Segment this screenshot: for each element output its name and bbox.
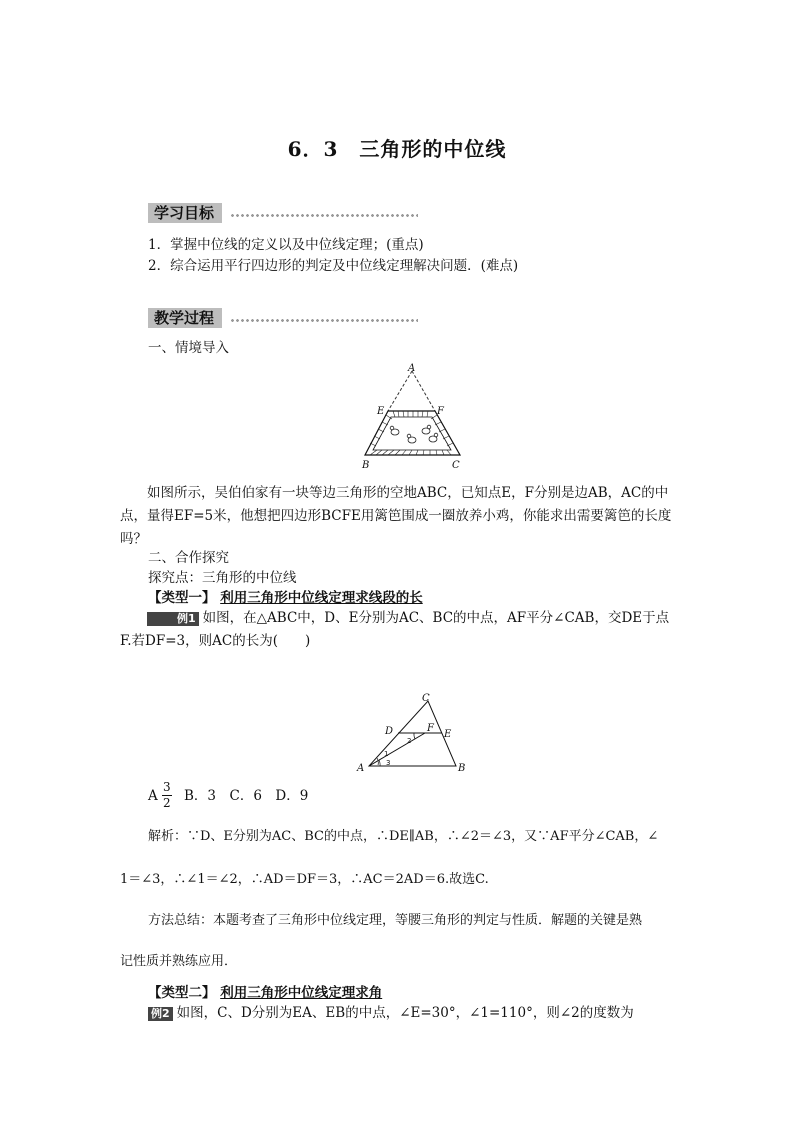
objective-item: 2．综合运用平行四边形的判定及中位线定理解决问题．(难点) (148, 258, 519, 274)
objective-item: 1．掌握中位线的定义以及中位线定理；(重点) (148, 237, 424, 253)
intro-heading: 一、情境导入 (148, 340, 229, 356)
label-A: A (357, 763, 365, 774)
fraction-denominator: 2 (163, 796, 171, 810)
explore-point: 探究点：三角形的中位线 (148, 570, 297, 586)
label-B: B (458, 763, 466, 774)
type1-tag: 【类型一】 (148, 590, 216, 606)
type2-title: 利用三角形中位线定理求角 (220, 985, 383, 1001)
example1-paragraph (120, 607, 676, 653)
label-E: E (377, 406, 385, 417)
label-F: F (437, 406, 444, 417)
solution-line-2: 1＝∠3，∴∠1＝∠2，∴AD＝DF＝3，∴AC＝2AD＝6.故选C. (120, 872, 489, 887)
type2-tag: 【类型二】 (148, 985, 216, 1001)
label-D: D (385, 726, 394, 737)
type1-title: 利用三角形中位线定理求线段的长 (220, 590, 423, 606)
type2-heading (148, 983, 382, 1003)
example2-paragraph (148, 1003, 634, 1023)
dotted-rule (230, 213, 418, 218)
example1-options (148, 780, 308, 811)
label-C: C (422, 693, 430, 704)
angle-2-label: 2 (407, 737, 412, 745)
figure-triangle-abc (352, 690, 472, 775)
fraction-numerator: 3 (163, 780, 171, 794)
label-F: F (427, 723, 434, 734)
section-header-process (148, 308, 418, 330)
section-label: 教学过程 (148, 308, 222, 328)
solution-line-1: 解析：∵D、E分别为AC、BC的中点，∴DE∥AB，∴∠2＝∠3，又∵AF平分∠CAB，∠ (148, 829, 659, 844)
option-a-fraction (162, 780, 172, 811)
method-line-1: 方法总结：本题考查了三角形中位线定理，等腰三角形的判定与性质．解题的关键是熟 (148, 913, 643, 928)
label-B: B (362, 460, 370, 471)
explore-heading: 二、合作探究 (148, 550, 229, 566)
label-C: C (452, 460, 460, 471)
section-label: 学习目标 (148, 203, 222, 223)
example1-text: 如图，在△ABC中，D、E分别为AC、BC的中点，AF平分∠CAB，交DE于点F.若DF=3，则AC的长为( ) (120, 610, 670, 649)
example2-badge: 例2 (148, 1007, 173, 1021)
angle-1-label: 1 (384, 750, 389, 758)
section-header-objectives (148, 203, 418, 225)
label-E: E (444, 729, 452, 740)
option-a-prefix: A (148, 787, 158, 804)
options-rest: B．3 C．6 D．9 (183, 787, 309, 804)
dotted-rule (230, 318, 418, 323)
figure-chicken-yard (355, 362, 470, 472)
type1-heading (148, 588, 423, 608)
example2-text: 如图，C、D分别为EA、EB的中点，∠E=30°，∠1=110°，则∠2的度数为 (176, 1005, 634, 1021)
intro-paragraph: 如图所示，吴伯伯家有一块等边三角形的空地ABC，已知点E，F分别是边AB，AC的中点，量得EF=5米，他想把四边形BCFE用篱笆围成一圈放养小鸡，你能求出需要篱笆的长度吗？ (120, 485, 672, 547)
page-title: 6．3 三角形的中位线 (287, 137, 507, 161)
method-line-2: 记性质并熟练应用． (120, 954, 238, 969)
example1-badge: 例1 (147, 612, 199, 626)
label-A: A (408, 363, 416, 374)
angle-3-label: 3 (386, 759, 391, 767)
